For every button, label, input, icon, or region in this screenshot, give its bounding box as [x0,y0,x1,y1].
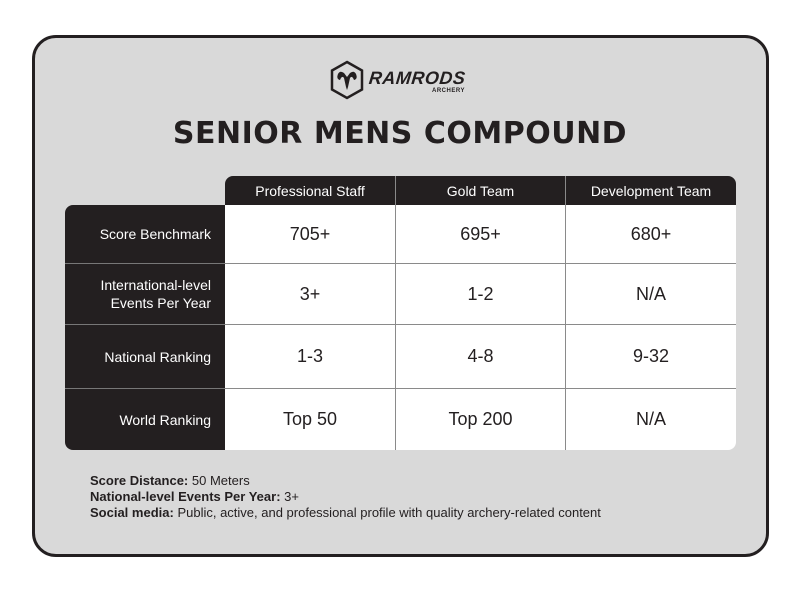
brand-tagline: ARCHERY [432,88,465,94]
brand-logo [329,60,474,102]
note-value: 50 Meters [191,473,250,488]
table-cell: 680+ [630,223,672,244]
row-header-score-benchmark: Score Benchmark [99,226,211,242]
note-label: Score Distance: [90,473,189,488]
row-header-international-events: International-level Events Per Year [100,277,211,311]
note-value: 3+ [284,489,299,504]
note-score-distance [90,473,601,489]
note-social-media [90,505,601,521]
row-divider [65,388,225,389]
column-header-gold-team: Gold Team [396,176,565,205]
table-cell: 9-32 [632,346,670,366]
table-cell: N/A [635,283,666,304]
row-header-world-ranking: World Ranking [119,411,211,428]
grid-line [225,388,736,389]
table-cell: Top 200 [448,409,513,429]
table-cell: 695+ [460,223,501,244]
grid-line [565,176,566,450]
table-cell: 1-3 [296,346,323,366]
table-cell: 1-2 [467,283,494,304]
grid-line [225,263,736,264]
grid-line [225,324,736,325]
row-header-national-ranking: National Ranking [104,348,211,365]
ram-head-hexagon-icon [329,60,365,100]
note-label: Social media: [90,505,174,520]
column-header-development-team: Development Team [566,176,736,205]
table-cell: Top 50 [282,409,338,429]
page-title: SENIOR MENS COMPOUND [172,116,628,151]
row-divider [65,324,225,325]
table-cell: N/A [635,409,666,429]
table-cell: 705+ [289,223,331,244]
notes [90,473,601,521]
note-label: National-level Events Per Year: [90,489,281,504]
brand-name: RAMRODS [368,68,467,88]
table-cell: 3+ [299,283,321,304]
note-national-events [90,489,601,505]
column-header-professional-staff: Professional Staff [225,176,395,205]
table-cell: 4-8 [467,346,494,366]
grid-line [395,176,396,450]
note-value: Public, active, and professional profile with quality archery-related content [177,505,601,520]
row-divider [65,263,225,264]
